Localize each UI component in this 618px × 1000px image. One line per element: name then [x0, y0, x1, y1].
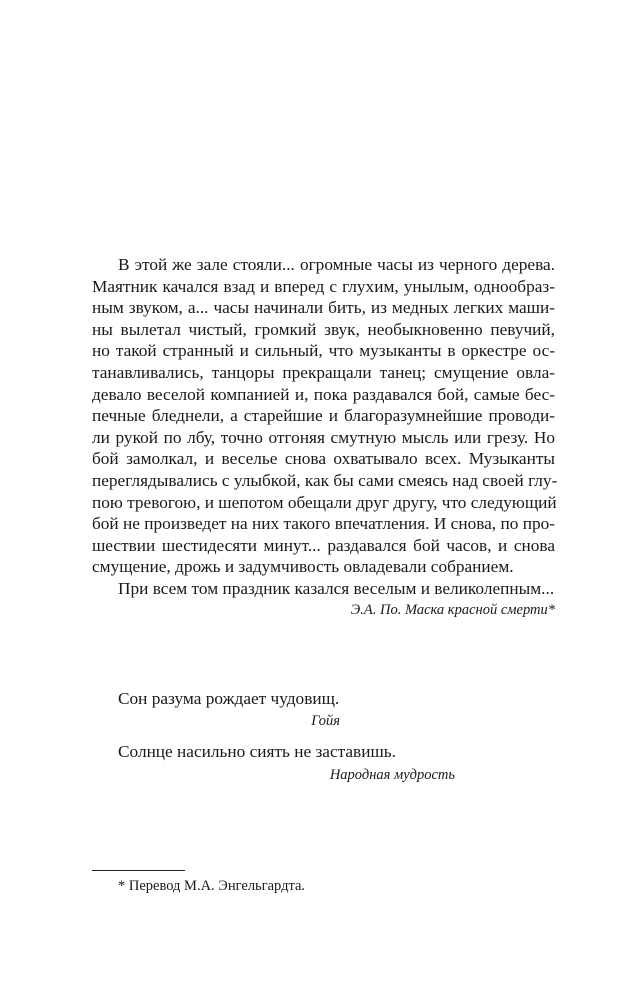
excerpt-line: пою тревогою, и шепотом обещали друг другу, что следующий	[92, 492, 557, 512]
excerpt-line: смущение, дрожь и задумчивость овладевали собранием.	[92, 557, 514, 577]
excerpt-line: печные бледнели, а старейшие и благоразумнейшие проводи-	[92, 406, 555, 426]
epigraph-goya: Сон разума рождает чудовищ.	[118, 689, 340, 708]
excerpt-line: бой не произведет на них такого впечатления. И снова, по про-	[92, 514, 555, 534]
excerpt-line: ным звуком, а... часы начинали бить, из медных легких маши-	[92, 298, 555, 318]
epigraph-folk: Солнце насильно сиять не заставишь.	[118, 742, 396, 761]
poe-excerpt	[92, 254, 558, 620]
excerpt-line: девало веселой компанией и, пока раздавался бой, самые бес-	[92, 384, 555, 404]
excerpt-closing-line: При всем том праздник казался веселым и великолепным...	[118, 578, 555, 598]
excerpt-line: но такой странный и сильный, что музыканты в оркестре ос-	[92, 341, 555, 361]
excerpt-line: В этой же зале стояли... огромные часы из черного дерева.	[118, 255, 555, 274]
epigraph-folk-attribution: Народная мудрость	[329, 767, 455, 783]
excerpt-line: Маятник качался взад и вперед с глухим, унылым, однообраз-	[92, 276, 555, 296]
excerpt-line: бой замолкал, и веселье снова охватывало всех. Музыканты	[92, 449, 555, 469]
excerpt-line: шествии шестидесяти минут... раздавался бой часов, и снова	[92, 535, 555, 555]
excerpt-attribution: Э.А. По. Маска красной смерти*	[350, 601, 555, 618]
excerpt-line: переглядывались с улыбкой, как бы сами смеясь над своей глу-	[92, 470, 558, 490]
footnote-divider	[92, 870, 185, 871]
excerpt-line: ны вылетал чистый, громкий звук, необыкновенно певучий,	[92, 319, 555, 339]
excerpt-line: ли рукой по лбу, точно отгоняя смутную мысль или грезу. Но	[92, 427, 555, 447]
footnote: * Перевод М.А. Энгельгардта.	[118, 878, 306, 894]
excerpt-line: танавливались, танцоры прекращали танец; смущение овла-	[92, 362, 555, 382]
epigraph-goya-attribution: Гойя	[311, 713, 340, 729]
